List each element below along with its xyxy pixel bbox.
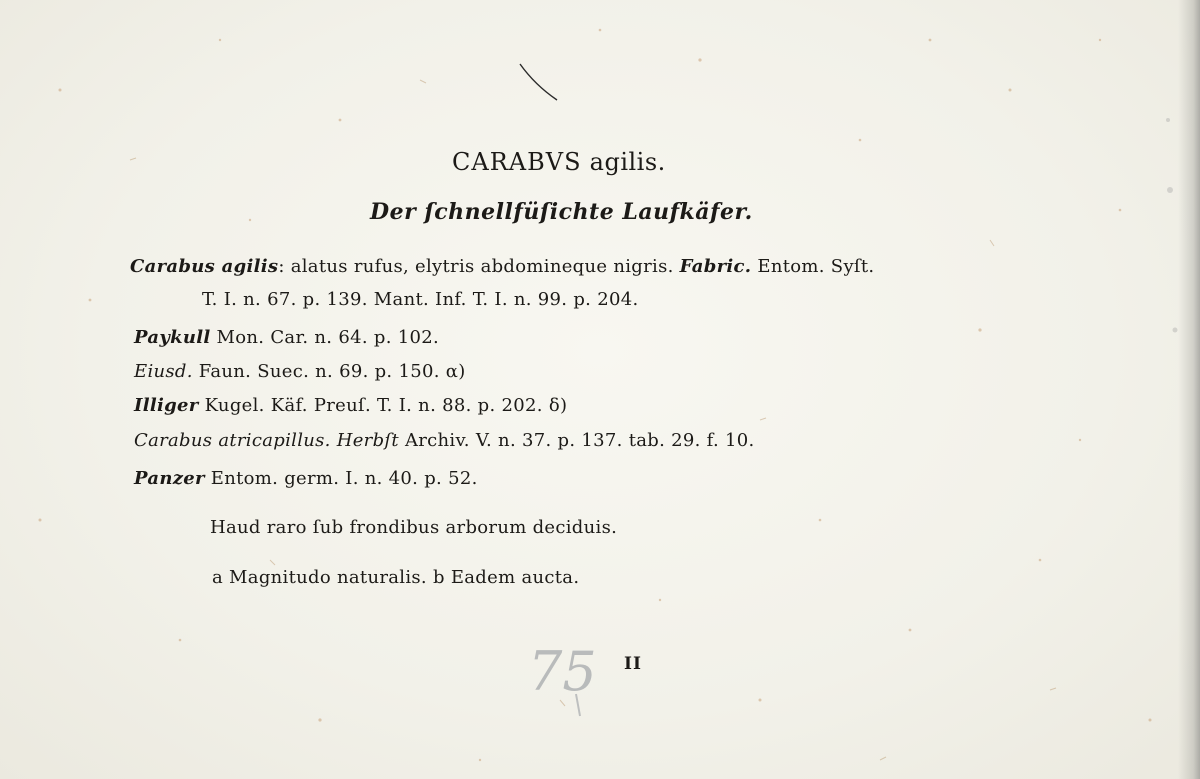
synonym-author-2: Fabric.: [679, 256, 752, 277]
synonym-author: Carabus atricapillus.: [134, 430, 331, 451]
species-name: agilis.: [589, 148, 666, 176]
synonym-text: Archiv. V. n. 37. p. 137. tab. 29. f. 10.: [398, 430, 755, 451]
synonym-text: Mon. Car. n. 64. p. 102.: [210, 327, 440, 348]
synonym-colon: :: [278, 256, 285, 277]
synonym-text: Entom. germ. I. n. 40. p. 52.: [204, 468, 478, 489]
synonym-author: Panzer: [134, 468, 205, 489]
synonym-text: Kugel. Käf. Preuſ. T. I. n. 88. p. 202. δ): [198, 395, 568, 416]
page-number: II: [624, 654, 642, 674]
synonym-text: T. I. n. 67. p. 139. Mant. Inf. T. I. n. 99. p. 204.: [202, 289, 639, 310]
synonym-author: Paykull: [134, 327, 211, 348]
synonym-text-2: Entom. Syſt.: [751, 256, 875, 277]
synonym-line-7: [134, 468, 478, 489]
synonym-line-1: [130, 256, 874, 277]
habitat-note: Haud raro ſub frondibus arborum deciduis.: [210, 517, 618, 538]
page-edge-shadow: [1178, 0, 1200, 779]
synonym-author: Eiusd.: [134, 361, 193, 382]
synonym-text: alatus rufus, elytris abdomineque nigris.: [284, 256, 680, 277]
figure-caption: a Magnitudo naturalis. b Eadem aucta.: [212, 567, 580, 588]
synonym-text: Faun. Suec. n. 69. p. 150. α): [192, 361, 466, 382]
stray-ink-stroke: [515, 60, 565, 105]
synonym-author: Carabus agilis: [130, 256, 279, 277]
species-heading: [452, 148, 666, 176]
genus-name: CARABVS: [452, 148, 582, 176]
synonym-line-6: [134, 430, 755, 451]
synonym-line-3: [134, 327, 439, 348]
synonym-line-5: [134, 395, 567, 416]
handwritten-mark: [520, 632, 610, 727]
synonym-line-4: [134, 361, 466, 382]
common-name: Der ſchnellfüſichte Laufkäfer.: [370, 199, 753, 225]
handwritten-mark-text: 75: [528, 640, 597, 703]
synonym-line-2: [202, 289, 639, 310]
synonym-author-2: Herbſt: [336, 430, 399, 451]
synonym-author: Illiger: [134, 395, 199, 416]
